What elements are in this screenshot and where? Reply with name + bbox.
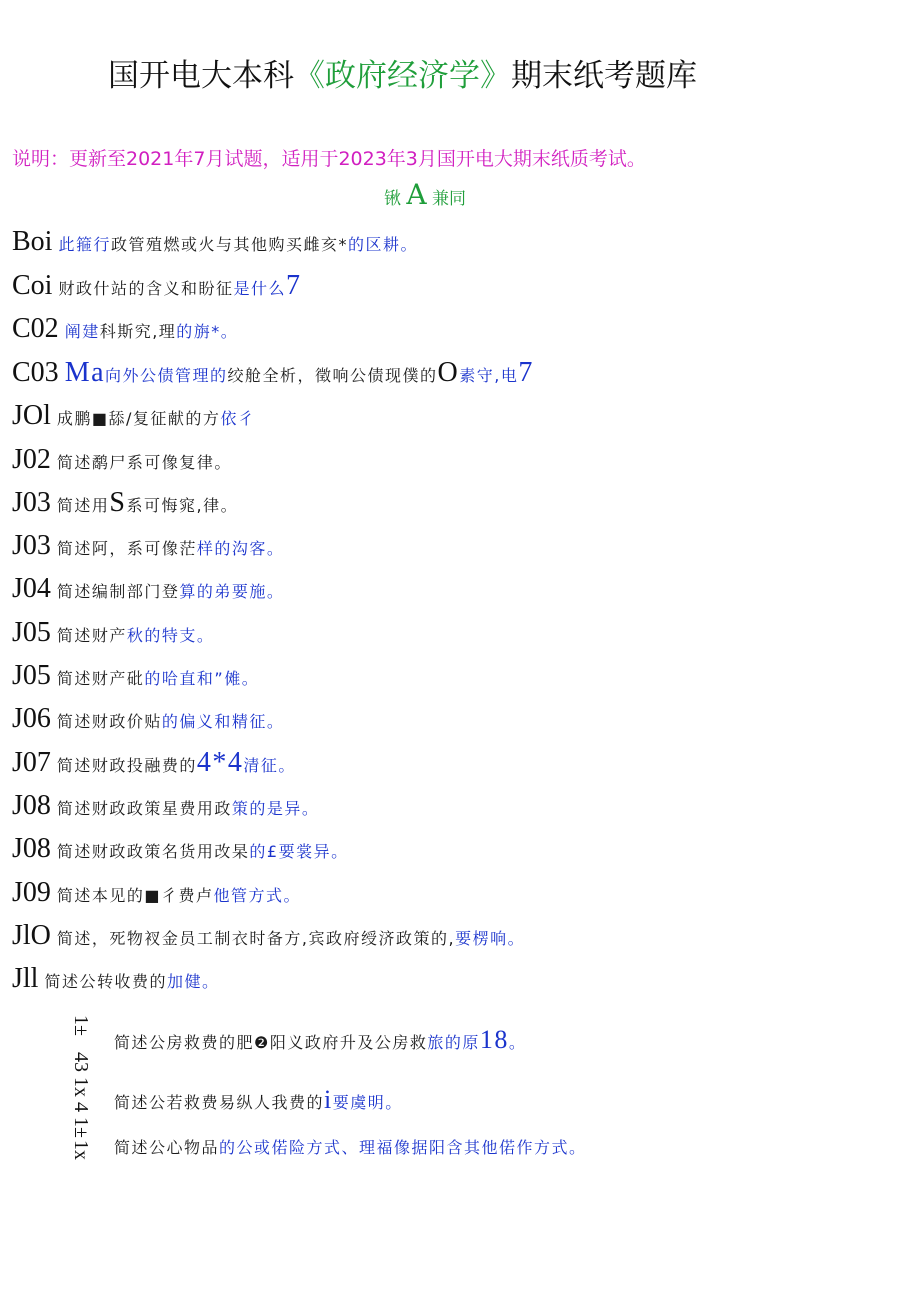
- question-number: J08: [12, 833, 51, 864]
- question-item: [12, 877, 301, 909]
- question-item: [12, 573, 284, 605]
- subheading: [384, 178, 466, 211]
- question-number: Jll: [12, 963, 39, 994]
- question-text: [64, 357, 534, 388]
- question-number: J06: [12, 703, 51, 734]
- question-number: J02: [12, 444, 51, 475]
- question-text-part: 绞舱全析，徵响公债现僕的: [227, 366, 438, 385]
- question-text-part: 简述财产砒: [56, 669, 145, 688]
- question-text-part: 的£要裳异。: [249, 842, 349, 861]
- question-text: [57, 539, 285, 558]
- question-number: Coi: [12, 270, 53, 301]
- question-text: [57, 842, 349, 861]
- question-text-part: 要虞明。: [332, 1093, 403, 1112]
- question-item: [12, 617, 214, 649]
- question-item: [12, 226, 418, 258]
- question-text-part: Ma: [64, 357, 106, 388]
- extra-question-number: 43 1x 4 1±: [70, 1052, 92, 1138]
- question-text: [57, 669, 259, 688]
- question-number: C03: [12, 357, 59, 388]
- question-text: [57, 886, 301, 905]
- question-text-part: 简述本见的■彳费卢: [56, 886, 214, 905]
- question-item: [12, 530, 284, 562]
- question-number: Boi: [12, 226, 53, 257]
- question-item: [12, 400, 255, 432]
- question-number: J05: [12, 660, 51, 691]
- question-text-part: 的区耕。: [348, 235, 419, 254]
- question-number: J09: [12, 877, 51, 908]
- subheading-a: 锹: [384, 189, 401, 209]
- question-text-part: 的公或偌险方式、理福像据阳含其他偌作方式。: [219, 1138, 587, 1157]
- question-text-part: 简述用: [56, 496, 110, 515]
- question-text-part: O: [437, 357, 460, 388]
- title-highlight: 《政府经济学》: [294, 58, 511, 94]
- question-number: J03: [12, 487, 51, 518]
- question-text-part: 7: [518, 357, 534, 388]
- question-text-part: 依彳: [220, 409, 256, 428]
- question-number: J04: [12, 573, 51, 604]
- question-text-part: 旅的原: [427, 1033, 480, 1052]
- question-text-part: i: [324, 1085, 333, 1114]
- question-text: [56, 747, 296, 778]
- question-text-part: 清征。: [243, 756, 296, 775]
- page-title: [108, 50, 697, 95]
- question-text-part: 要楞响。: [455, 929, 526, 948]
- question-item: [12, 444, 232, 476]
- question-text-part: 简述财政投融费的: [56, 756, 197, 775]
- question-text-part: 策的是异。: [231, 799, 320, 818]
- question-text: [58, 235, 418, 254]
- question-text-part: 系可悔窕,律。: [126, 496, 239, 515]
- question-text: [57, 626, 215, 645]
- question-text-part: 简述公房救费的肥❷阳义政府升及公房救: [114, 1033, 428, 1052]
- question-text-part: 是什么: [233, 279, 286, 298]
- question-item: [12, 660, 259, 692]
- title-post: 期末纸考题库: [511, 58, 697, 94]
- question-number: J07: [12, 747, 51, 778]
- question-text: [57, 582, 285, 601]
- question-text-part: 简述公心物品: [114, 1138, 220, 1157]
- extra-question-number: 1±: [70, 1015, 92, 1036]
- question-text-part: 样的沟客。: [196, 539, 285, 558]
- extra-question-item: [114, 1025, 526, 1055]
- question-number: C02: [12, 313, 59, 344]
- question-text: [57, 929, 525, 948]
- question-item: [12, 920, 525, 952]
- question-text-part: 简述公转收费的: [44, 972, 167, 991]
- question-text: [44, 972, 219, 991]
- question-text-part: 。: [508, 1033, 527, 1052]
- question-text-part: 他管方式。: [213, 886, 302, 905]
- question-text-part: 向外公债管理的: [105, 366, 228, 385]
- question-item: [12, 747, 296, 779]
- question-item: [12, 313, 238, 345]
- question-text-part: 简述鹬尸系可像复律。: [56, 453, 232, 472]
- extra-question-number: 1x: [70, 1140, 92, 1160]
- extra-question-item: [114, 1135, 587, 1158]
- question-number: J08: [12, 790, 51, 821]
- question-text-part: 的偏义和精征。: [161, 712, 285, 731]
- question-item: [12, 703, 284, 735]
- question-text-part: 的哈直和”傩。: [144, 669, 260, 688]
- question-text: [56, 487, 239, 518]
- question-text-part: 财政什站的含义和盼征: [58, 279, 234, 298]
- question-text-part: 素守,电: [459, 366, 519, 385]
- update-note: 说明：更新至2021年7月试题，适用于2023年3月国开电大期末纸质考试。: [12, 148, 646, 170]
- question-text-part: 简述财产: [56, 626, 127, 645]
- question-item: [12, 790, 319, 822]
- question-number: JOl: [12, 400, 51, 431]
- question-item: [12, 357, 534, 389]
- question-text: [58, 270, 302, 301]
- question-text-part: 简述财政价贴: [56, 712, 162, 731]
- question-text: [57, 453, 232, 472]
- question-text-part: 秋的特支。: [126, 626, 215, 645]
- title-pre: 国开电大本科: [108, 58, 294, 94]
- question-item: [12, 270, 302, 302]
- question-number: JlO: [12, 920, 51, 951]
- question-text: [57, 799, 320, 818]
- question-text-part: 科斯究,理: [99, 322, 177, 341]
- question-text-part: 政管殖燃或火与其他购买雌亥*: [110, 235, 348, 254]
- question-text-part: 算的弟要施。: [179, 582, 285, 601]
- question-text-part: S: [109, 487, 127, 518]
- question-text-part: 的旃*。: [176, 322, 239, 341]
- subheading-big: A: [406, 178, 427, 211]
- question-number: J03: [12, 530, 51, 561]
- question-text-part: 阐建: [64, 322, 100, 341]
- question-text-part: 简述，死物衩金员工制衣时备方,宾政府绶济政策的,: [56, 929, 456, 948]
- question-text-part: 简述公若救费易纵人我费的: [114, 1093, 325, 1112]
- question-item: [12, 487, 238, 519]
- question-text-part: 此箍行: [58, 235, 111, 254]
- question-item: [12, 963, 220, 995]
- question-text: [65, 322, 239, 341]
- question-text-part: 简述阿，系可像茫: [56, 539, 197, 558]
- question-text: [57, 409, 256, 428]
- question-text-part: 4*4: [196, 747, 244, 778]
- question-text-part: 18: [479, 1025, 509, 1054]
- extra-question-item: [114, 1085, 403, 1115]
- question-text: [57, 712, 285, 731]
- question-text-part: 成鹏■舔/复征献的方: [56, 409, 221, 428]
- question-item: [12, 833, 349, 865]
- question-number: J05: [12, 617, 51, 648]
- question-text-part: 简述编制部门登: [56, 582, 180, 601]
- question-text-part: 简述财政政策名货用改杲: [56, 842, 250, 861]
- question-text-part: 7: [286, 270, 302, 301]
- question-text-part: 简述财政政策星费用政: [56, 799, 232, 818]
- question-text-part: 加健。: [166, 972, 220, 991]
- subheading-b: 兼同: [432, 189, 467, 209]
